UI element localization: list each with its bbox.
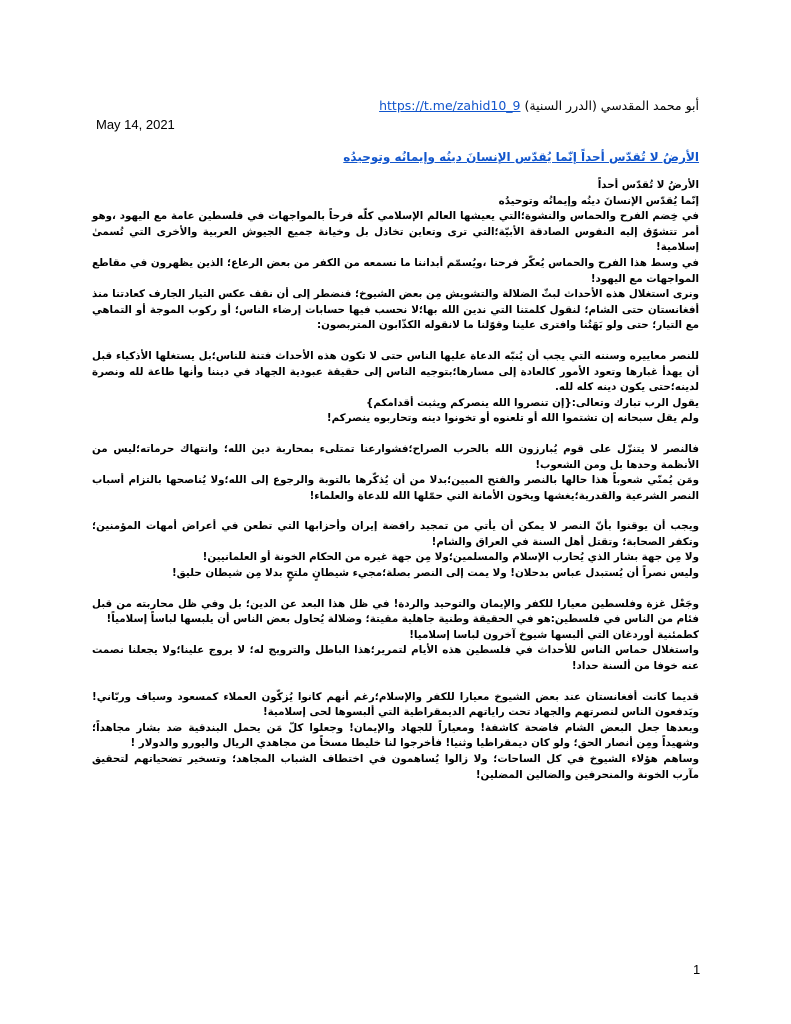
paragraph: إنّما يُقدّس الإنسانَ دينُه وإيمانُه وتوحيدُه — [498, 194, 699, 207]
paragraph: وليس نصراً أن يُستبدل عباس بدحلان! ولا يمت إلى النصر بصلة؛مجيء شيطانٍ ملتحٍ بدلا مِن شيطان حليق! — [171, 567, 699, 580]
paragraph-spacer — [92, 427, 699, 442]
date-label: May 14, 2021 — [96, 117, 175, 132]
author-name: أبو محمد المقدسي (الدرر السنية) — [524, 98, 699, 113]
paragraph: يقول الرب تبارك وتعالى:{إن تنصروا الله ينصركم ويثبت أقدامكم} — [366, 396, 699, 409]
paragraph: قديما كانت أفغانستان عند بعض الشيوخ معيارا للكفر والإسلام؛رغم أنهم كانوا يُزكّون العملاء كمسعود وسياف وربّاني! ويَدفعون الناس لنصرتهم والجهاد تحت راياتهم الديمقراطية التي ألبسوها لحى إسلامية! — [92, 690, 699, 719]
header-line — [179, 98, 699, 113]
page-number: 1 — [693, 962, 701, 977]
paragraph: وساهم هؤلاء الشيوخ في كل الساحات؛ ولا زالوا يُساهمون في اختطاف الشباب المجاهد؛ وتسخير تضحياتهم لتحقيق مآرب الخونة والمنحرفين والضالين المضلين! — [92, 753, 699, 781]
paragraph-spacer — [92, 504, 699, 519]
paragraph: الأرضُ لا تُقدّس أحداً — [597, 179, 699, 191]
paragraph-spacer — [92, 334, 699, 349]
article-body — [92, 178, 699, 783]
paragraph: واستغلال حماس الناس للأحداث في فلسطين هذه الأيام لتمرير؛هذا الباطل والترويج له؛ لا يروج علينا؛ولا يجعلنا نصمت عنه خوفا من ألسنة حداد! — [92, 644, 699, 673]
paragraph: فالنصر لا يتنزّل على قوم يُبارزون الله بالحرب الصراح؛فشوارعنا تمتلىء بمحاربة دين الله؛ وانتهاك حرماته؛ليس من الأنظمة وحدها بل ومن الشعوب! — [92, 442, 699, 471]
paragraph: كطمئنية أوردغان التي ألبسها شيوخ آخرون لباسا إسلاميا! — [409, 628, 699, 641]
paragraph: ومَن يُمنّي شعوباً هذا حالها بالنصر والفتح المبين؛بدلا من أن يُذكّرها بالتوبة والرجوع إلى الله؛ولا يُناصحها بالتزام أسباب النصر الشرعية والقدرية؛يغشها ويخون الأمانة التي حمّلها الله للدعاة والعلماء! — [92, 474, 699, 502]
paragraph: ولم يقل سبحانه إن تشتموا الله أو تلعنوه أو تخونوا دينه وتحاربوه ينصركم! — [326, 412, 699, 425]
paragraph: وجَعْل غزة وفلسطين معيارا للكفر والإيمان والتوحيد والردة! في ظل هذا البعد عن الدين؛ بل وفي ظل محاربته من قبل فئام من الناس في فلسطين:هو في الحقيقة وطنية جاهلية مقيتة؛ وضلالة يُحاول بعض الناس أن يلبسها لباساً إسلامياً! — [92, 597, 699, 626]
telegram-link[interactable]: https://t.me/zahid10_9 — [379, 98, 521, 113]
paragraph: ولا مِن جهة بشار الذي يُحارب الإسلام والمسلمين؛ولا مِن جهة غيره من الحكام الخونة أو العلمانيين! — [202, 551, 699, 564]
paragraph-spacer — [92, 675, 699, 690]
paragraph: وبعدها جعل البعض الشام فاضحة كاشفة! ومعياراً للجهاد والإيمان! وجعلوا كلّ مَن يحمل البندقية ضد بشار مجاهداً؛ وشهيداً ومِن أنصار الحق؛ ولو كان ديمقراطيا وثنيا! فأخرجوا لنا خليطا مسخاً من مجاهدي الريال واليورو والدولار ! — [92, 721, 699, 750]
paragraph: للنصر معاييره وسننه التي يجب أن يُنبّه الدعاة عليها الناس حتى لا تكون هذه الأحداث فتنة للناس؛بل يستغلها الأذكياء قبل أن يهدأ غبارها وتعود الأمور كالعادة إلى مسارها؛بتوجيه الناس إلى حقيقة عبودية الجهاد في ديننا وأنها طاعة لله ونصرة لدينه؛حتى يكون دينه كله لله. — [92, 349, 699, 394]
paragraph-spacer — [92, 582, 699, 597]
paragraph: ونرى استغلال هذه الأحداث لبثّ الضلالة والتشويش مِن بعض الشيوخ؛ فنضطر إلى أن نقف عكس التيار الجارف كعادتنا منذ أفغانستان حتى الشام؛ لنقول كلمتنا التي ندين الله بها؛لا نحسب فيها حسابات إرضاء الناس؛ أو ركوب الموجة أو التماهي مع التيار؛ حتى ولو بَهَتُنا وافترى علينا وقوّلنا ما لانقوله الكذّابون المتربصون: — [92, 288, 699, 332]
paragraph: في خِضم الفرح والحماس والنشوة؛التي يعيشها العالم الإسلامي كلّه فرحاً بالمواجهات في فلسطين عامة مع اليهود ،وهو أمر تتشوّق إليه النفوس الصادقة الأبيّة؛التي ترى وتعاين تخاذل بل وخيانة جميع الجيوش العربية والأخرى التي تُسمىٰ إسلامية! — [92, 210, 699, 254]
article-title[interactable]: الأرضُ لا تُقدّس أحداً إنّما يُقدّس الإنسانَ دينُه وإيمانُه وتوحيدُه — [343, 150, 699, 164]
paragraph: في وسط هذا الفرح والحماس يُعكّر فرحنا ،ويُسمّم أبداننا ما نسمعه من الكفر من بعض الرعاع؛ الذين يظهرون في مقاطع المواجهات مع اليهود! — [92, 256, 699, 285]
paragraph: ويجب أن يوقنوا بأنّ النصر لا يمكن أن يأتي من تمجيد رافضة إيران وأحزابها التي تطعن في أعراض أمهات المؤمنين؛ وتكفر الصحابة؛ وتقتل أهل السنة في العراق والشام! — [92, 520, 699, 548]
